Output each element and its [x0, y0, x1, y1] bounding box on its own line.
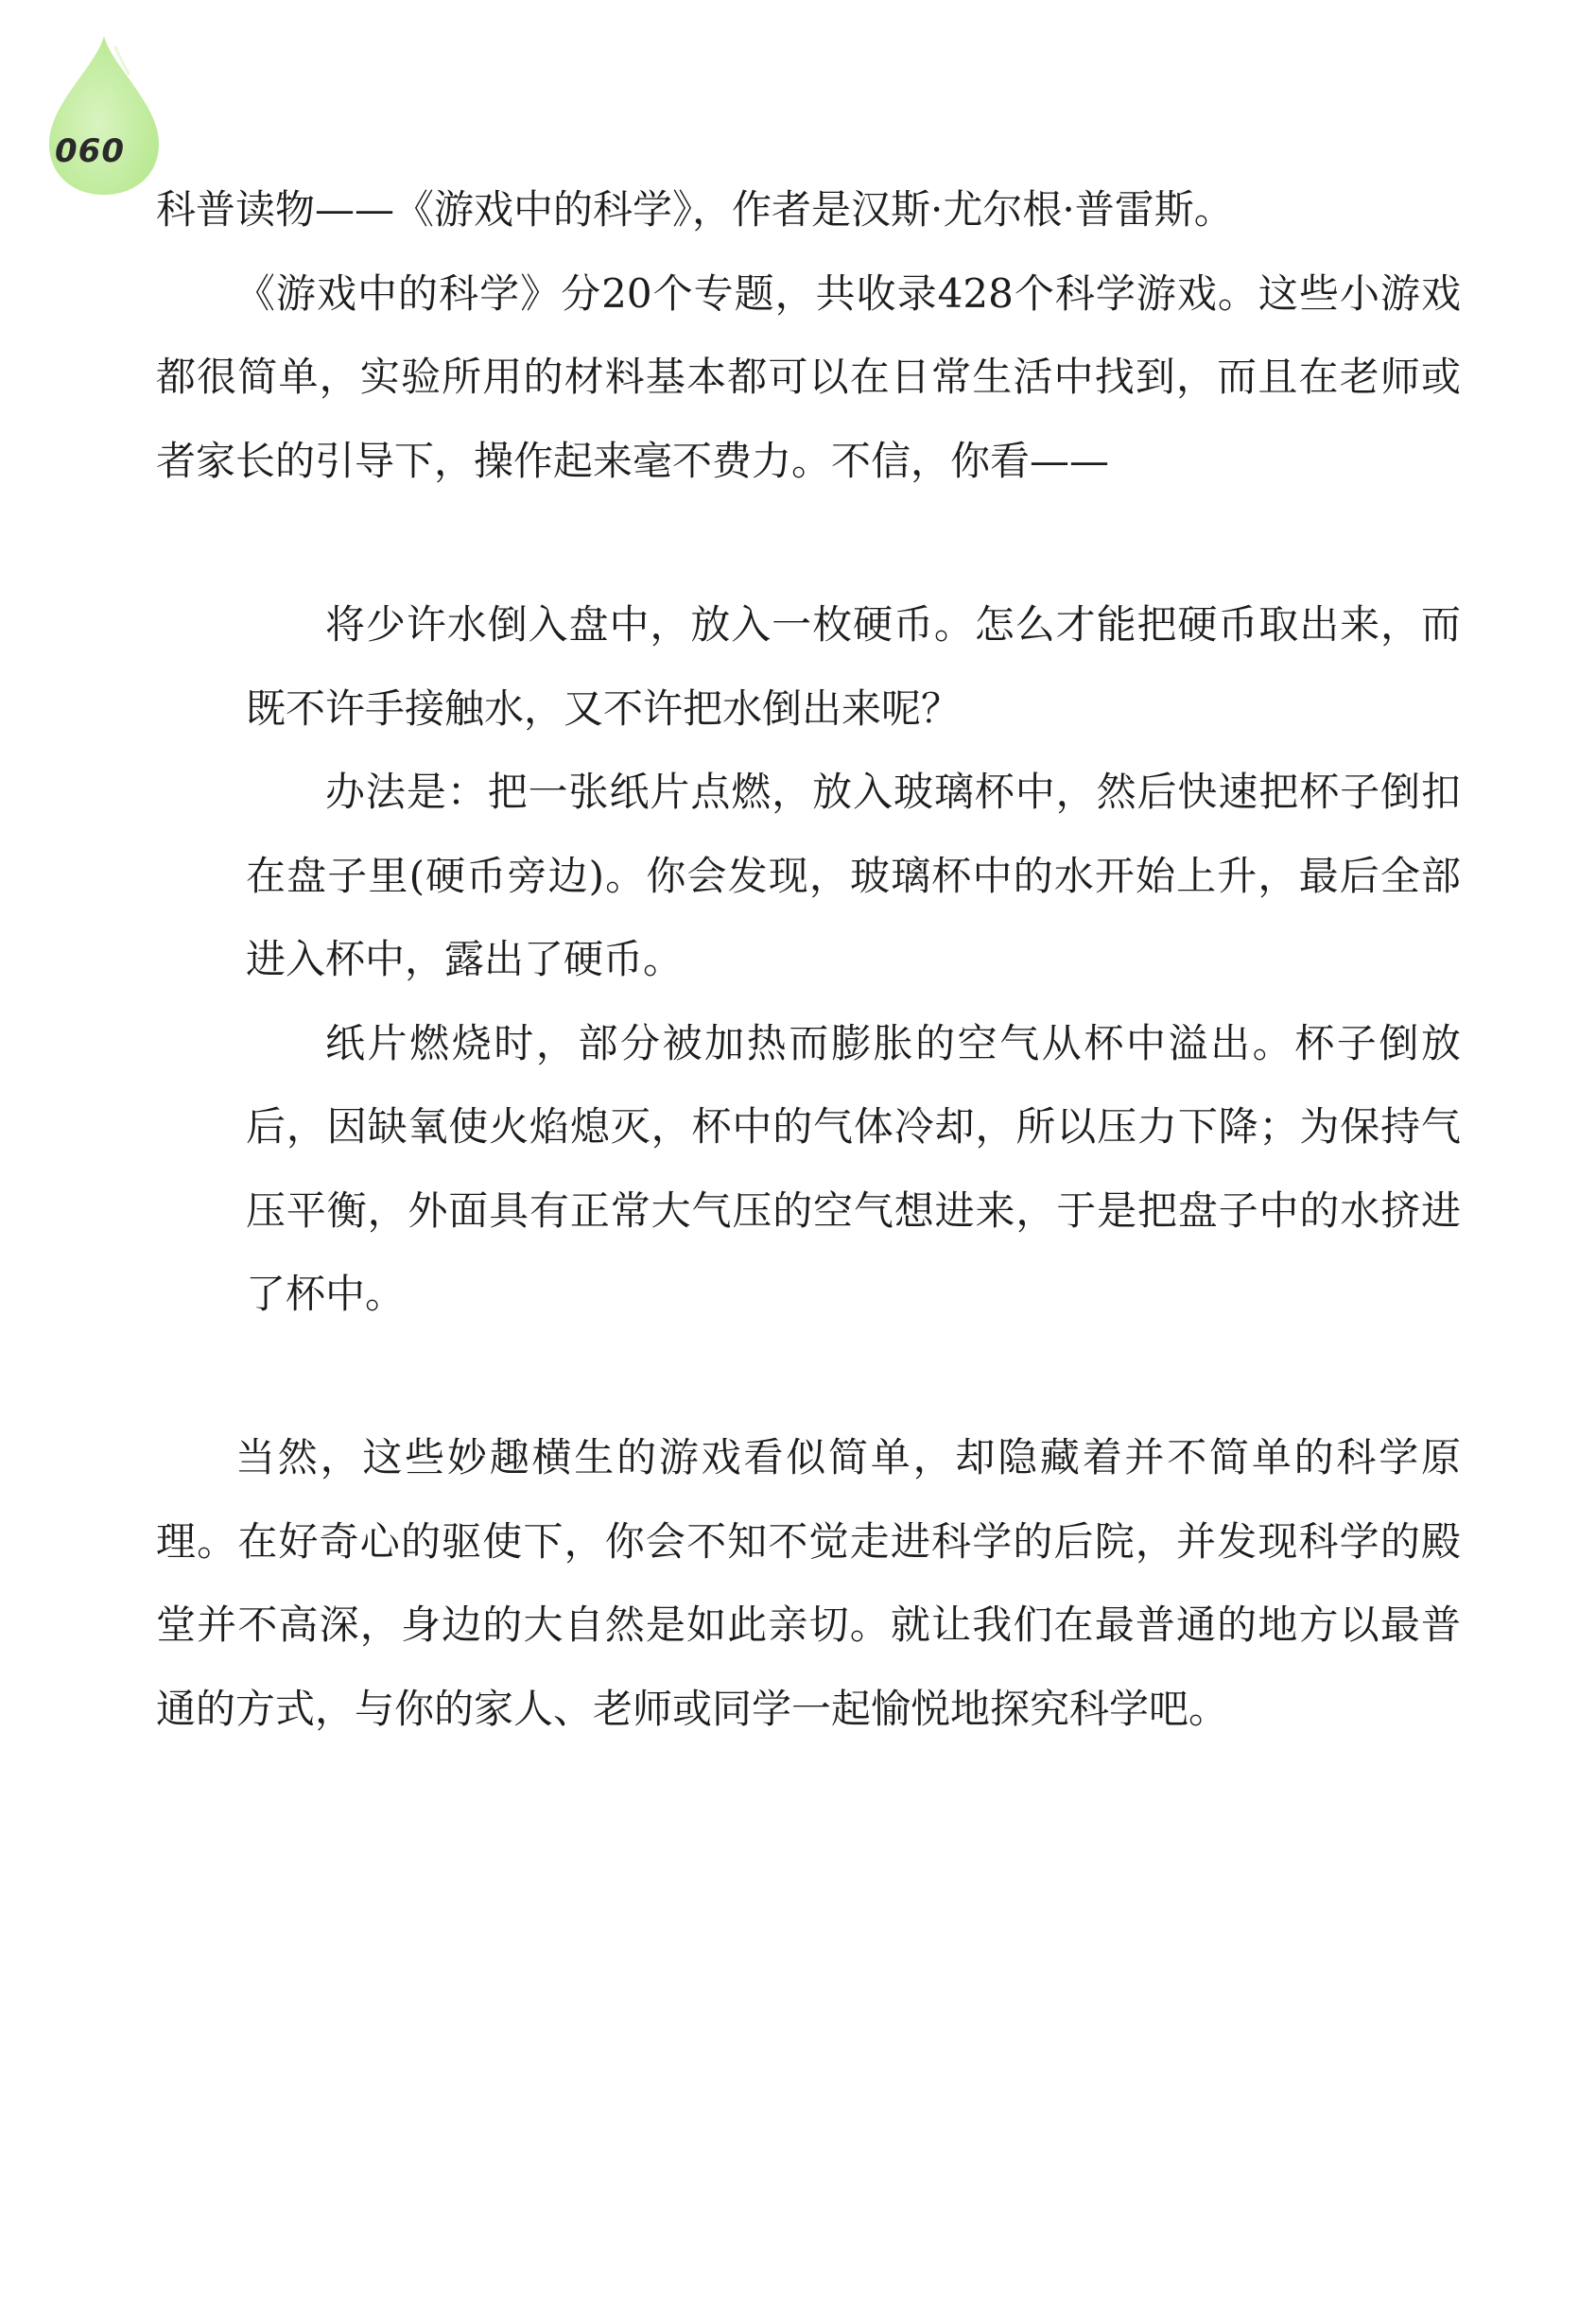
experiment-question: 将少许水倒入盘中，放入一枚硬币。怎么才能把硬币取出来，而既不许手接触水，又不许把水倒出来呢？	[246, 601, 1461, 732]
experiment-example	[246, 583, 1461, 1337]
intro-section	[156, 168, 1461, 503]
intro-line: 科普读物——《游戏中的科学》，作者是汉斯·尤尔根·普雷斯。	[156, 186, 1234, 233]
water-drop-icon	[49, 36, 159, 195]
conclusion-section	[156, 1416, 1461, 1751]
experiment-explanation: 纸片燃烧时，部分被加热而膨胀的空气从杯中溢出。杯子倒放后，因缺氧使火焰熄灭，杯中的气体冷却，所以压力下降；为保持气压平衡，外面具有正常大气压的空气想进来，于是把盘子中的水挤进了杯中。	[246, 1019, 1461, 1317]
conclusion-paragraph: 当然，这些妙趣横生的游戏看似简单，却隐藏着并不简单的科学原理。在好奇心的驱使下，你会不知不觉走进科学的后院，并发现科学的殿堂并不高深，身边的大自然是如此亲切。就让我们在最普通的地方以最普通的方式，与你的家人、老师或同学一起愉悦地探究科学吧。	[156, 1434, 1461, 1732]
water-drop-page-marker	[38, 28, 170, 199]
page-number: 060	[55, 132, 125, 170]
intro-paragraph: 《游戏中的科学》分20个专题，共收录428个科学游戏。这些小游戏都很简单，实验所用的材料基本都可以在日常生活中找到，而且在老师或者家长的引导下，操作起来毫不费力。不信，你看——	[156, 269, 1461, 484]
experiment-method: 办法是：把一张纸片点燃，放入玻璃杯中，然后快速把杯子倒扣在盘子里(硬币旁边)。你会发现，玻璃杯中的水开始上升，最后全部进入杯中，露出了硬币。	[246, 769, 1461, 982]
